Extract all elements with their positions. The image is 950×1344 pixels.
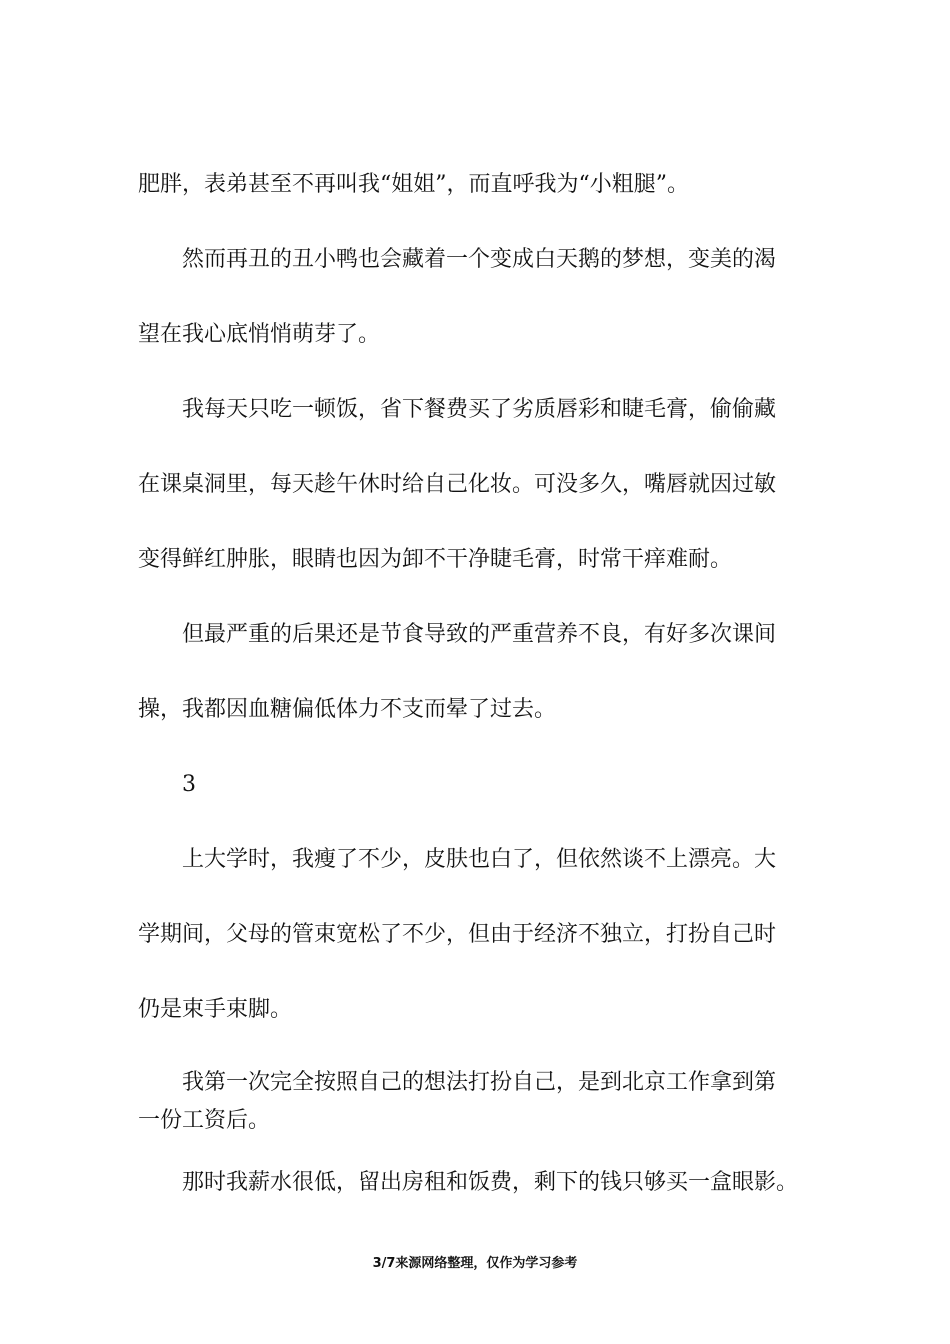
page-footer: 3/7来源网络整理，仅作为学习参考 [372,1256,578,1271]
section-number: 3 [182,772,196,797]
text-line: 变得鲜红肿胀，眼睛也因为卸不干净睫毛膏，时常干痒难耐。 [138,547,733,572]
text-line: 一份工资后。 [138,1108,271,1133]
text-line: 肥胖，表弟甚至不再叫我“姐姐”，而直呼我为“小粗腿”。 [138,172,689,197]
text-line: 然而再丑的丑小鸭也会藏着一个变成白天鹅的梦想，变美的渴 [182,247,777,272]
text-line: 仍是束手束脚。 [138,997,293,1022]
text-line: 在课桌洞里，每天趁午休时给自己化妆。可没多久，嘴唇就因过敏 [138,472,777,497]
text-line: 我每天只吃一顿饭，省下餐费买了劣质唇彩和睫毛膏，偷偷藏 [182,397,777,422]
text-line: 但最严重的后果还是节食导致的严重营养不良，有好多次课间 [182,622,777,647]
text-line: 上大学时，我瘦了不少，皮肤也白了，但依然谈不上漂亮。大 [182,847,777,872]
text-line: 学期间，父母的管束宽松了不少，但由于经济不独立，打扮自己时 [138,922,777,947]
text-line: 望在我心底悄悄萌芽了。 [138,322,381,347]
text-line: 我第一次完全按照自己的想法打扮自己，是到北京工作拿到第 [182,1070,777,1095]
text-line: 那时我薪水很低，留出房租和饭费，剩下的钱只够买一盒眼影。 [182,1170,799,1195]
text-line: 操，我都因血糖偏低体力不支而晕了过去。 [138,697,557,722]
